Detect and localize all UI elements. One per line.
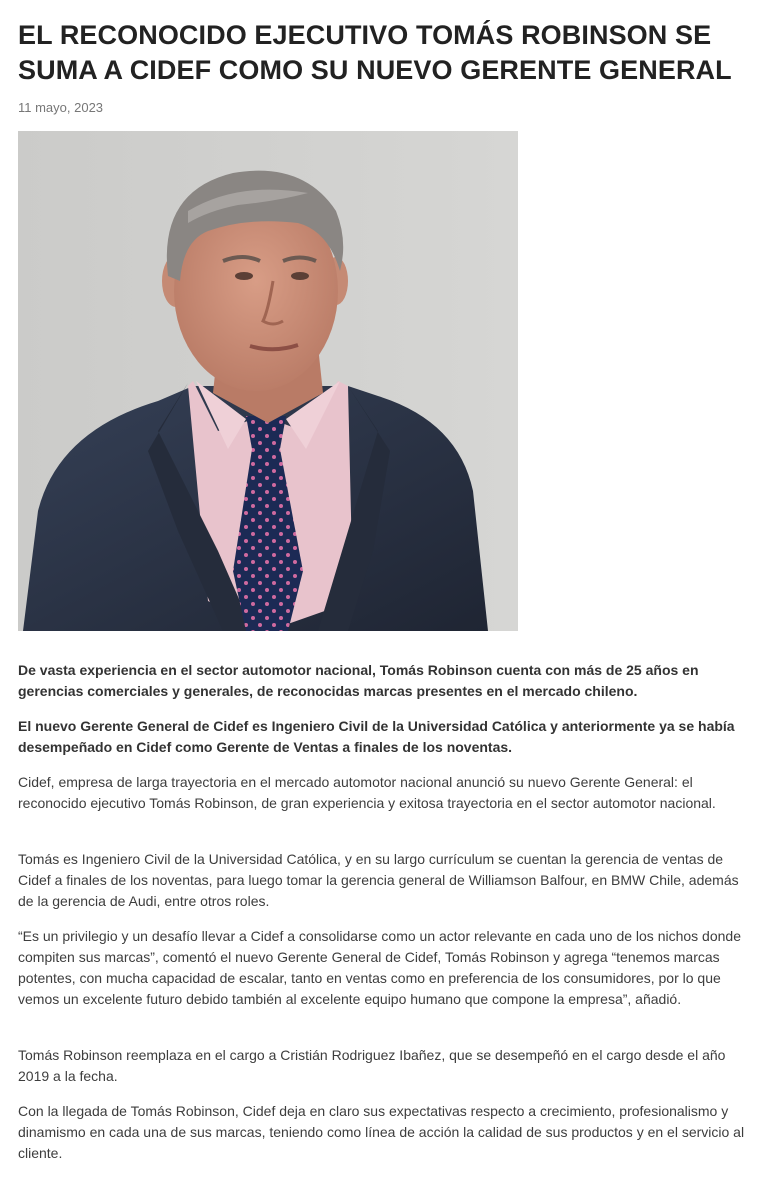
- article-title: [18, 18, 747, 88]
- title-line-1: EL RECONOCIDO EJECUTIVO TOMÁS ROBINSON SE: [18, 20, 712, 50]
- title-line-2: SUMA A CIDEF COMO SU NUEVO GERENTE GENERAL: [18, 55, 732, 85]
- article-body: [18, 660, 747, 1164]
- publish-date: 11 mayo, 2023: [18, 100, 104, 115]
- body-paragraph-1: Cidef, empresa de larga trayectoria en el mercado automotor nacional anunció su nuevo Gerente General: el reconocido ejecutivo Tomás Robinson, de gran experiencia y exitosa trayectoria en el sector automotor nacional.: [18, 774, 716, 811]
- body-paragraph-3: “Es un privilegio y un desafío llevar a Cidef a consolidarse como un actor relevante en cada uno de los nichos donde compiten sus marcas”, comentó el nuevo Gerente General de Cidef, Tomás Robinson y agrega “tenemos marcas potentes, con mucha capacidad de escalar, tanto en ventas como en preferencia de los consumidores, por lo que vemos un excelente futuro debido también al excelente equipo humano que compone la empresa”, añadió.: [18, 928, 741, 1007]
- body-paragraph-2: Tomás es Ingeniero Civil de la Universidad Católica, y en su largo currículum se cuentan la gerencia de ventas de Cidef a finales de los noventas, para luego tomar la gerencia general de Williamson Balfour, en BMW Chile, además de la gerencia de Audi, entre otros roles.: [18, 851, 739, 909]
- lead-paragraph-2: El nuevo Gerente General de Cidef es Ingeniero Civil de la Universidad Católica y anteriormente ya se había desempeñado en Cidef como Gerente de Ventas a finales de los noventas.: [18, 718, 735, 755]
- body-paragraph-4: Tomás Robinson reemplaza en el cargo a Cristián Rodriguez Ibañez, que se desempeñó en el cargo desde el año 2019 a la fecha.: [18, 1047, 726, 1084]
- portrait-photo: [18, 131, 518, 631]
- lead-paragraph-1: De vasta experiencia en el sector automotor nacional, Tomás Robinson cuenta con más de 25 años en gerencias comerciales y generales, de reconocidas marcas presentes en el mercado chileno.: [18, 662, 699, 699]
- body-paragraph-5: Con la llegada de Tomás Robinson, Cidef deja en claro sus expectativas respecto a crecimiento, profesionalismo y dinamismo en cada una de sus marcas, teniendo como línea de acción la calidad de sus productos y en el servicio al cliente.: [18, 1103, 745, 1161]
